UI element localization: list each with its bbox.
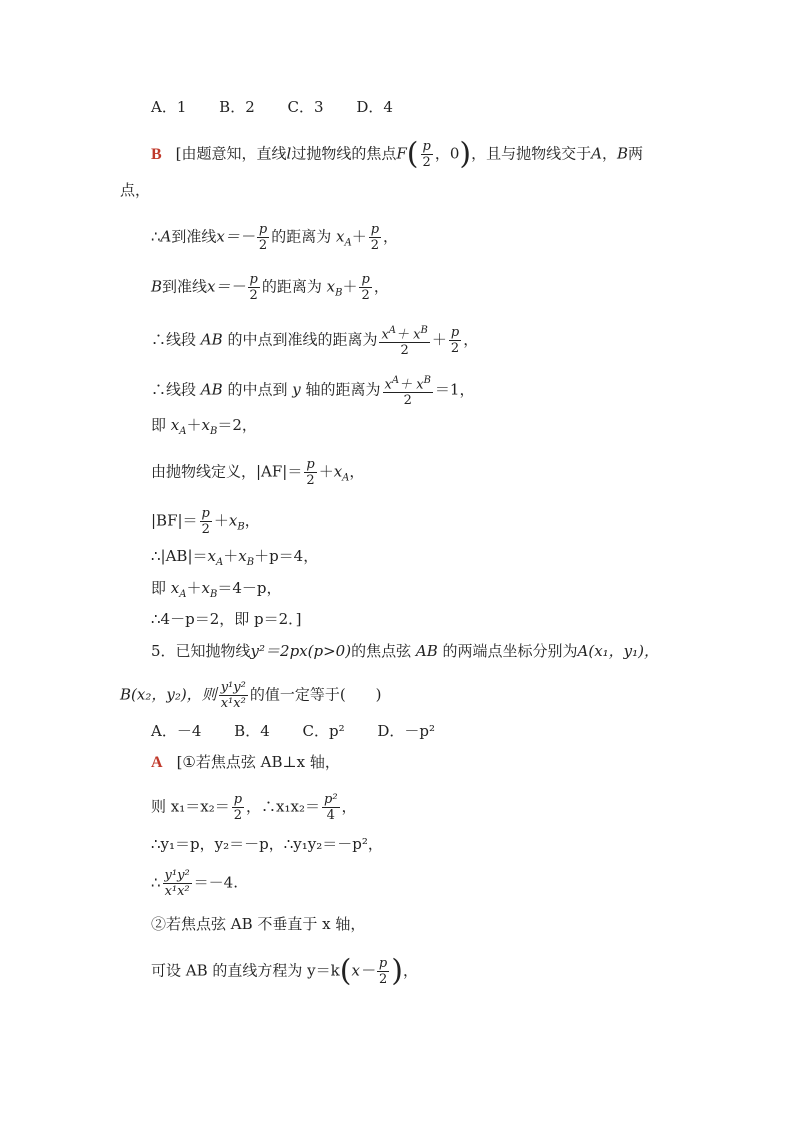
text: 两	[628, 144, 644, 163]
text: AB	[200, 330, 223, 349]
text: ，	[402, 961, 418, 980]
text: ∴|AB|＝	[151, 547, 208, 565]
text: B	[420, 325, 428, 336]
q4-option-d: D．4	[356, 98, 393, 116]
numerator: p	[258, 222, 268, 237]
text: A	[391, 375, 400, 386]
fraction	[377, 956, 389, 987]
text: ＋	[351, 227, 367, 246]
q5-option-b: B．4	[234, 722, 270, 740]
text: ＝1，	[434, 380, 475, 399]
q4-option-c: C．3	[287, 98, 324, 116]
q5-options	[151, 721, 463, 741]
text: B	[151, 277, 163, 296]
text: ＋p＝4，	[254, 547, 319, 565]
text: x	[228, 511, 238, 530]
q5-solution-line3: ∴y₁＝p，y₂＝－p，∴y₁y₂＝－p²，	[151, 835, 383, 853]
text: [①若焦点弦 AB⊥x 轴，	[176, 753, 340, 771]
text: ＋	[186, 416, 202, 434]
text: ，	[383, 227, 399, 246]
text: 即	[151, 579, 167, 597]
fraction	[379, 323, 429, 358]
denominator: 2	[233, 808, 243, 823]
text: ，且与抛物线交于	[471, 144, 592, 163]
text: ∴	[151, 873, 161, 892]
text: ＋	[318, 462, 334, 481]
fraction	[322, 792, 340, 823]
text: 的距离为	[261, 277, 322, 296]
text: l	[286, 144, 292, 163]
text: x	[170, 416, 180, 434]
text: 5．已知抛物线	[151, 642, 251, 660]
q5-option-d: D．－p²	[377, 722, 436, 740]
text: B	[209, 589, 218, 600]
text: ＋ x	[399, 377, 424, 393]
text: B	[237, 521, 245, 533]
text: x＝－	[216, 227, 255, 246]
text: 过抛物线的焦点	[291, 144, 397, 163]
text: ，	[341, 797, 357, 816]
numerator: p	[370, 222, 380, 237]
text: ＝－4.	[193, 873, 238, 892]
q4-solution-line4	[151, 323, 478, 358]
numerator: p	[201, 506, 210, 521]
q5-solution-line5: ②若焦点弦 AB 不垂直于 x 轴，	[151, 915, 366, 933]
text: 轴的距离为	[305, 380, 381, 399]
text: 的值一定等于( )	[249, 685, 382, 704]
text: x	[336, 227, 345, 246]
text: x－	[351, 961, 375, 980]
text: 可设 AB 的直线方程为 y＝k	[151, 961, 340, 980]
text: ，0	[434, 144, 460, 163]
q4-answer-letter: B	[151, 145, 162, 163]
text: A(x₁，y₁)，	[577, 642, 660, 660]
text: [由题意知，直线	[175, 144, 287, 163]
denominator: 2	[258, 238, 268, 253]
q4-option-b: B．2	[219, 98, 255, 116]
q5-stem-line2	[120, 680, 382, 711]
fraction	[248, 272, 260, 303]
text: 的焦点弦	[351, 642, 412, 660]
q4-solution-line3	[151, 272, 389, 304]
text: x	[384, 377, 392, 393]
text: x	[326, 277, 336, 296]
text: ，	[349, 462, 365, 481]
text: ＝2，	[217, 416, 257, 434]
text: 则 x₁＝x₂＝	[151, 797, 230, 816]
text: ∴线段	[151, 380, 197, 399]
fraction	[304, 457, 316, 488]
text: ＋	[213, 511, 229, 530]
q4-solution-line8	[151, 506, 260, 538]
text: B	[423, 375, 431, 386]
numerator	[379, 323, 429, 343]
text: AB	[200, 380, 223, 399]
text: 的距离为	[271, 227, 332, 246]
fraction	[200, 506, 212, 537]
text: ，	[244, 511, 260, 530]
text: y	[292, 380, 301, 399]
text: ∴线段	[151, 330, 197, 349]
text: 到准线	[171, 227, 217, 246]
text: B	[616, 144, 628, 163]
q4-solution-line7	[151, 457, 364, 489]
q5-option-a: A．－4	[151, 722, 202, 740]
subscript: A	[344, 237, 352, 249]
text: B(x₂，y₂)，则	[120, 685, 217, 704]
denominator: 2	[249, 288, 258, 303]
denominator: 2	[400, 343, 409, 359]
paren-left: (	[339, 953, 352, 989]
q5-answer-letter: A	[151, 754, 163, 771]
q5-solution-line2	[151, 792, 357, 823]
text: A	[388, 325, 397, 336]
text: ＝4－p，	[217, 579, 282, 597]
text: A	[179, 426, 187, 437]
denominator: 2	[422, 155, 431, 170]
q4-solution-line6	[151, 415, 257, 442]
numerator: p	[233, 792, 243, 807]
subscript: B	[335, 287, 343, 299]
denominator: x¹x²	[164, 884, 190, 899]
denominator: 2	[201, 522, 210, 537]
text: x＝－	[207, 277, 246, 296]
text: A	[591, 144, 602, 163]
text: B	[246, 557, 255, 568]
text: A	[342, 472, 350, 484]
numerator: p	[361, 272, 370, 287]
paren-right: )	[391, 953, 403, 989]
text: x	[201, 416, 210, 434]
text: ，∴x₁x₂＝	[246, 797, 320, 816]
q4-option-a: A．1	[151, 98, 187, 116]
denominator: 2	[378, 972, 388, 987]
text: A	[160, 227, 172, 246]
text: x	[170, 579, 180, 597]
fraction	[232, 792, 244, 823]
numerator: p²	[324, 792, 338, 807]
denominator: 4	[326, 808, 335, 823]
fraction	[219, 680, 248, 711]
text: ＋ x	[396, 327, 421, 343]
text: x	[207, 547, 216, 565]
text: 即	[151, 416, 167, 434]
q5-option-c: C．p²	[302, 722, 345, 740]
text: A	[215, 557, 224, 568]
denominator: 2	[306, 473, 315, 488]
text: x	[333, 462, 343, 481]
denominator: 2	[361, 288, 370, 303]
q4-solution-line11: ∴4－p＝2，即 p＝2．]	[151, 610, 302, 628]
text: x	[238, 547, 247, 565]
q4-solution-line1	[151, 136, 644, 172]
q5-solution-line4	[151, 868, 238, 899]
q5-solution-line6	[151, 953, 418, 989]
q4-solution-line2	[151, 222, 398, 254]
fraction	[369, 222, 381, 253]
q5-solution-line1	[151, 752, 340, 773]
text: ，	[463, 330, 479, 349]
q4-solution-line1b: 点，	[120, 181, 151, 199]
numerator: p	[450, 325, 460, 341]
text: x	[201, 579, 210, 597]
paren-left: (	[406, 136, 419, 172]
fraction	[449, 325, 461, 356]
text: y²＝2px(p>0)	[250, 642, 352, 660]
fraction	[163, 868, 192, 899]
text: ，	[601, 144, 617, 163]
text: x	[381, 327, 389, 343]
q4-solution-line5	[151, 373, 474, 408]
text: ＋	[186, 579, 202, 597]
text: 的中点到	[227, 380, 288, 399]
numerator	[383, 373, 433, 393]
text: 由抛物线定义，|AF|＝	[151, 462, 303, 481]
text: ＋	[342, 277, 358, 296]
text: B	[209, 426, 218, 437]
fraction	[421, 139, 433, 170]
text: 到准线	[162, 277, 208, 296]
numerator: y¹y²	[164, 868, 190, 883]
fraction	[257, 222, 269, 253]
q5-stem-line1	[151, 641, 659, 661]
denominator: 2	[370, 238, 380, 253]
numerator: p	[306, 457, 315, 472]
fraction	[359, 272, 371, 303]
numerator: p	[378, 956, 388, 971]
text: ＋	[431, 330, 447, 349]
denominator: x¹x²	[220, 696, 246, 711]
text: 的两端点坐标分别为	[442, 642, 578, 660]
paren-right: )	[459, 136, 472, 172]
denominator: 2	[450, 341, 460, 357]
text: ＋	[223, 547, 239, 565]
numerator: p	[249, 272, 258, 287]
denominator: 2	[403, 393, 412, 409]
text: |BF|＝	[151, 511, 198, 530]
fraction	[383, 373, 433, 408]
text: F	[396, 144, 407, 163]
q4-solution-line9	[151, 546, 318, 573]
numerator: p	[422, 139, 431, 154]
text: ∴	[151, 227, 161, 246]
text: A	[179, 589, 187, 600]
text: 的中点到准线的距离为	[227, 330, 378, 349]
numerator: y¹y²	[220, 680, 246, 695]
text: ，	[373, 277, 389, 296]
text: AB	[415, 642, 438, 660]
q4-options	[151, 97, 421, 117]
q4-solution-line10	[151, 578, 282, 605]
